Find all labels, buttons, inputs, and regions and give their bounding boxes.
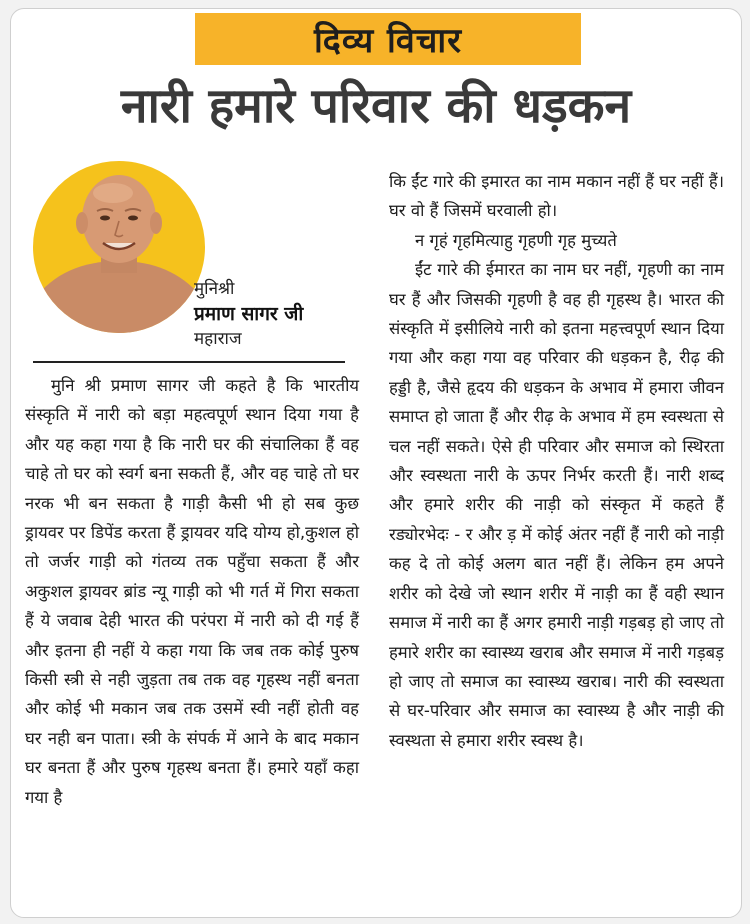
author-photo xyxy=(33,161,205,333)
byline-suffix: महाराज xyxy=(194,329,242,349)
sanskrit-shloka: न गृहं गृहमित्याहु गृहणी गृह मुच्यते xyxy=(415,230,617,250)
right-column-paragraph-1: कि ईंट गारे की इमारत का नाम मकान नहीं हैं घर नहीं हैं। घर वो हैं जिसमें घरवाली हो। xyxy=(389,172,724,221)
byline-prefix: मुनिश्री xyxy=(194,279,235,299)
left-column-text: मुनि श्री प्रमाण सागर जी कहते है कि भारतीय संस्कृति में नारी को बड़ा महत्वपूर्ण स्थान दिया गया है और यह कहा गया है कि नारी घर की संचालिका हैं वह चाहे तो घर को स्वर्ग बना सकती हैं, और वह चाहे तो घर नरक भी बन सकता है गाड़ी कैसी भी हो सब कुछ ड्रायवर पर डिपेंड करता हैं ड्रायवर यदि योग्य हो,कुशल हो तो जर्जर गाड़ी को गंतव्य तक पहुँचा सकता हैं और अकुशल ड्रायवर ब्रांड न्यू गाड़ी को भी गर्त में गिरा सकता हैं ये जवाब देही भारत की परंपरा में नारी को दी गई हैं और इतना ही नहीं ये कहा गया कि जब तक कोई पुरुष किसी स्त्री से नही जुड़ता तब तक वह गृहस्थ नहीं बनता और कोई भी मकान जब तक उसमें स्वी नहीं होती वह घर नही बन पाता। स्त्री के संपर्क में आने के बाद मकान घर बनता हैं और पुरुष गृहस्थ बनता हैं। हमारे यहाँ कहा गया है xyxy=(25,376,359,807)
section-banner xyxy=(195,13,581,65)
article-column-right xyxy=(389,167,724,755)
right-column-paragraph-2: ईंट गारे की ईमारत का नाम घर नहीं, गृहणी का नाम घर हैं और जिसकी गृहणी है वह ही गृहस्थ है। भारत की संस्कृति में इसीलिये नारी को इतना महत्त्वपूर्ण स्थान दिया गया और कहा गया वह परिवार की धड़कन है, रीढ़ की हड्डी है, जैसे हृदय की धड़कन के अभाव में हमारा जीवन समाप्त हो जाता हैं और रीढ़ के अभाव में हम स्वस्थता से चल नहीं सकते। ऐसे ही परिवार और समाज को स्थिरता और स्वस्थता नारी के ऊपर निर्भर करती हैं। नारी शब्द और हमारे शरीर की नाड़ी को संस्कृत में कहते हैं रड्योरभेदः - र और ड़ में कोई अंतर नहीं हैं नारी को नाड़ी कह दे तो कोई अलग बात नहीं हैं। लेकिन हम अपने शरीर को देखे जो स्थान शरीर में नाड़ी का हैं वही स्थान समाज में नारी का हैं अगर हमारी नाड़ी गड़बड़ हो जाए तो हमारे शरीर का स्वास्थ्य खराब और समाज में नारी गड़बड़ हो जाए तो समाज का स्वास्थ्य खराब। नारी की स्वस्थता से घर-परिवार और समाज का स्वास्थ्य है और नाड़ी की स्वस्थता से हमारा शरीर स्वस्थ है। xyxy=(389,260,724,750)
article-headline: नारी हमारे परिवार की धड़कन xyxy=(120,78,632,134)
section-title: दिव्य विचार xyxy=(313,21,463,61)
article-column-left xyxy=(25,371,359,812)
byline-name: प्रमाण सागर जी xyxy=(194,303,304,325)
author-byline xyxy=(194,277,303,352)
newspaper-clipping xyxy=(10,8,742,918)
divider-line xyxy=(33,361,345,363)
monk-portrait-image xyxy=(33,161,205,333)
